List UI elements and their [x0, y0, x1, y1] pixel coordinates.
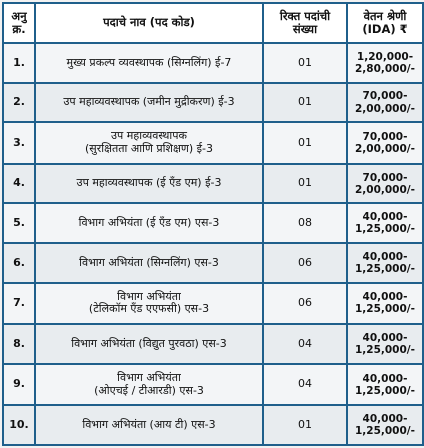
table-row: [3, 283, 423, 324]
post-name: [35, 364, 263, 405]
pay-scale-line: 70,000-: [362, 90, 408, 103]
pay-scale-line: 1,25,000/-: [354, 425, 415, 438]
serial-number: 1.: [3, 43, 35, 83]
table-row: [3, 203, 423, 243]
serial-number: 4.: [3, 164, 35, 204]
post-name: [35, 243, 263, 283]
post-name-line: विभाग अभियंता (आय टी) एस-3: [82, 417, 216, 431]
pay-scale-line: 40,000-: [362, 211, 408, 224]
pay-scale: [347, 324, 423, 364]
pay-scale-line: 40,000-: [362, 413, 408, 426]
post-name-line: (टेलिकॉम ऍंड एएफसी) एस-3: [88, 302, 210, 316]
vacancy-count: 06: [263, 243, 347, 283]
post-name-line: मुख्य प्रकल्प व्यवस्थापक (सिग्नलिंग) ई-7: [66, 55, 232, 69]
post-name-line: उप महाव्यवस्थापक (जमीन मुद्रीकरण) ई-3: [63, 95, 235, 109]
table-row: [3, 122, 423, 163]
table-row: [3, 83, 423, 123]
post-name-line: विभाग अभियंता (विद्युत पुरवठा) एस-3: [71, 336, 227, 350]
table-row: [3, 243, 423, 283]
table-row: [3, 405, 423, 445]
serial-number: 9.: [3, 364, 35, 405]
pay-scale: [347, 283, 423, 324]
post-name: [35, 203, 263, 243]
post-name-line: उप महाव्यवस्थापक (ई ऍंड एम) ई-3: [76, 176, 222, 190]
pay-scale-line: 40,000-: [362, 250, 408, 263]
post-name-line: उप महाव्यवस्थापक: [111, 129, 187, 143]
header-serial-number: अनु क्र.: [3, 3, 35, 43]
pay-scale-line: 2,00,000/-: [354, 183, 415, 196]
vacancy-count: 04: [263, 324, 347, 364]
post-name: [35, 283, 263, 324]
serial-number: 3.: [3, 122, 35, 163]
table-header-row: [3, 3, 423, 43]
vacancy-count: 01: [263, 405, 347, 445]
pay-scale-line: 40,000-: [362, 331, 408, 344]
post-name-line: विभाग अभियंता (सिग्नलिंग) एस-3: [79, 255, 219, 269]
table-row: [3, 364, 423, 405]
serial-number: 8.: [3, 324, 35, 364]
vacancy-table: [2, 2, 424, 446]
pay-scale-line: 1,20,000-: [356, 50, 414, 63]
post-name-line: विभाग अभियंता: [117, 289, 181, 303]
header-post-name: पदाचे नाव (पद कोड): [35, 3, 263, 43]
post-name: [35, 122, 263, 163]
serial-number: 7.: [3, 283, 35, 324]
pay-scale-line: 40,000-: [362, 291, 408, 304]
serial-number: 10.: [3, 405, 35, 445]
pay-scale-line: 1,25,000/-: [354, 223, 415, 236]
header-pay-scale: वेतन श्रेणी (IDA) ₹: [347, 3, 423, 43]
post-name: [35, 43, 263, 83]
vacancy-count: 08: [263, 203, 347, 243]
pay-scale-line: 40,000-: [362, 372, 408, 385]
table-row: [3, 324, 423, 364]
vacancy-count: 01: [263, 83, 347, 123]
pay-scale: [347, 164, 423, 204]
pay-scale-line: 2,00,000/-: [354, 102, 415, 115]
post-name-line: विभाग अभियंता (ई ऍंड एम) एस-3: [78, 215, 220, 229]
post-name: [35, 405, 263, 445]
table-row: [3, 43, 423, 83]
pay-scale: [347, 243, 423, 283]
pay-scale: [347, 405, 423, 445]
pay-scale-line: 2,00,000/-: [354, 143, 415, 156]
pay-scale: [347, 83, 423, 123]
pay-scale: [347, 43, 423, 83]
pay-scale: [347, 122, 423, 163]
vacancy-count: 04: [263, 364, 347, 405]
pay-scale-line: 1,25,000/-: [354, 303, 415, 316]
post-name: [35, 324, 263, 364]
pay-scale-line: 1,25,000/-: [354, 262, 415, 275]
pay-scale: [347, 364, 423, 405]
post-name: [35, 83, 263, 123]
pay-scale: [347, 203, 423, 243]
header-vacancies: रिक्त पदांची संख्या: [263, 3, 347, 43]
vacancy-count: 01: [263, 43, 347, 83]
pay-scale-line: 1,25,000/-: [354, 384, 415, 397]
pay-scale-line: 2,80,000/-: [354, 62, 415, 75]
pay-scale-line: 70,000-: [362, 130, 408, 143]
post-name-line: विभाग अभियंता: [117, 370, 181, 384]
vacancy-count: 06: [263, 283, 347, 324]
serial-number: 2.: [3, 83, 35, 123]
post-name-line: (सुरक्षितता आणि प्रशिक्षण) ई-3: [85, 142, 213, 156]
post-name: [35, 164, 263, 204]
vacancy-count: 01: [263, 122, 347, 163]
serial-number: 5.: [3, 203, 35, 243]
vacancy-count: 01: [263, 164, 347, 204]
pay-scale-line: 70,000-: [362, 171, 408, 184]
serial-number: 6.: [3, 243, 35, 283]
table-row: [3, 164, 423, 204]
post-name-line: (ओएचई / टीआरडी) एस-3: [94, 383, 204, 397]
pay-scale-line: 1,25,000/-: [354, 344, 415, 357]
